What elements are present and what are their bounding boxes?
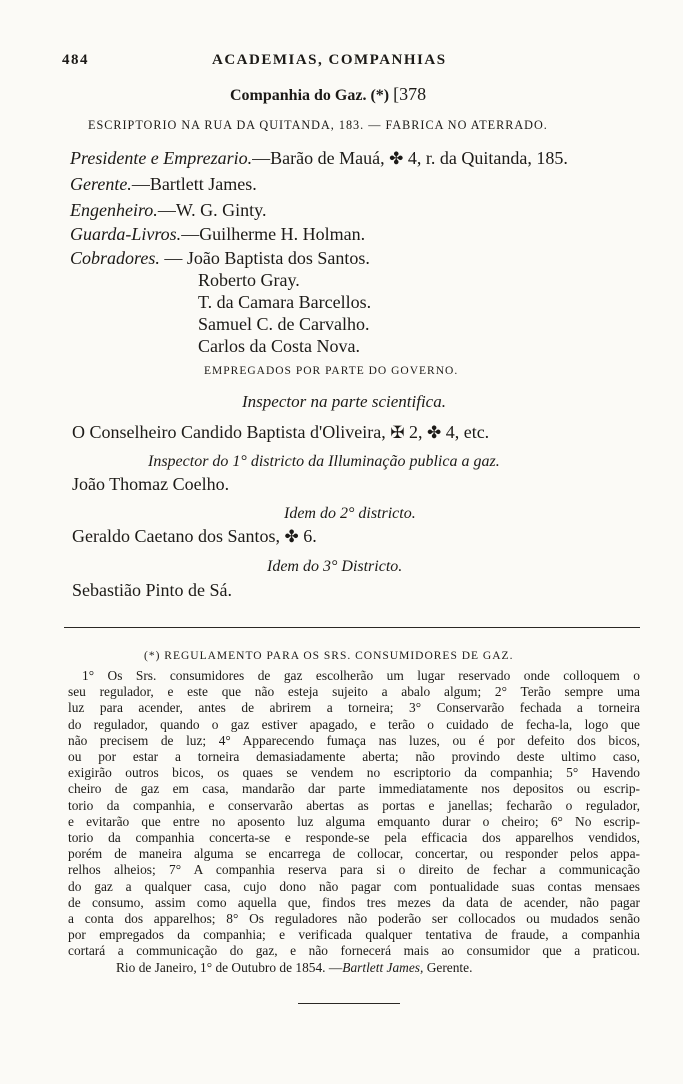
footnote-line: torio da companhia concerta-se e responde-se pela efficacia dos apparelhos vendidos, <box>68 830 640 846</box>
staff-name: —W. G. Ginty. <box>157 200 267 220</box>
inspector-name-text: Geraldo Caetano dos Santos, <box>72 526 280 546</box>
footnote-line: 1° Os Srs. consumidores de gaz escolherão um lugar reservado onde colloquem o <box>82 668 640 683</box>
staff-name: —Guilherme H. Holman. <box>181 224 366 244</box>
footnote-line: não precisem de luz; 4° Apparecendo fumaça nas luzes, ou é por defeito dos bicos, <box>68 732 640 748</box>
footnote-signoff <box>68 960 640 976</box>
footnote-line: do gaz a qualquer casa, cujo dono não pagar com pontualidade suas contas mensaes <box>68 878 640 894</box>
staff-row-engineer <box>70 200 266 221</box>
footnote-line: do regulador, quando o gaz estiver apagado, e terão o cuidado de fecha-la, logo que <box>68 716 640 732</box>
signoff-place-date: Rio de Janeiro, 1° de Outubro de 1854. — <box>116 959 343 975</box>
inspector-title: Idem do 2° districto. <box>284 505 416 522</box>
collector-name: T. da Camara Barcellos. <box>198 292 372 312</box>
order-cross-icon: ✠ <box>390 423 405 443</box>
footnote-line: ou por estar a torneira demasiadamente aberta; não provindo deste ultimo caso, <box>68 749 640 765</box>
inspector-name: Sebastião Pinto de Sá. <box>72 580 232 600</box>
reference-number: [378 <box>393 84 427 104</box>
inspector-name: João Thomaz Coelho. <box>72 474 230 494</box>
staff-extra: 4, r. da Quitanda, 185. <box>407 148 568 168</box>
collector-name: Samuel C. de Carvalho. <box>198 314 370 334</box>
order-rank: 2, <box>408 422 423 442</box>
staff-role: Cobradores. <box>70 248 160 268</box>
order-rose-icon: ✤ <box>426 423 442 443</box>
inspector-name <box>72 422 489 443</box>
footnote-title: (*) REGULAMENTO PARA OS SRS. CONSUMIDORES DE GAZ. <box>144 650 514 662</box>
inspector-title: Idem do 3° Districto. <box>267 558 403 575</box>
signoff-role: Gerente. <box>426 959 473 975</box>
order-rose-icon: ✤ <box>389 149 404 169</box>
footnote-line: luz para acender, antes de abrirem a torneira; 3° Conservarão fechada a torneira <box>68 700 640 716</box>
order-rose-icon: ✤ <box>284 527 299 547</box>
address-line: ESCRIPTORIO NA RUA DA QUITANDA, 183. — FABRICA NO ATERRADO. <box>88 118 548 132</box>
staff-row-manager <box>70 174 257 195</box>
staff-name: —Barão de Mauá, <box>252 148 385 168</box>
staff-row-president <box>70 148 568 169</box>
footnote-line: a conta dos apparelhos; 8° Os reguladores não poderão ser collocados ou mudados senão <box>68 911 640 927</box>
footnote-line: cortará a communicação do gaz, e não fornecerá mais ao consumidor que a praticou. <box>68 943 640 959</box>
staff-role: Engenheiro. <box>70 200 158 220</box>
section-heading: EMPREGADOS POR PARTE DO GOVERNO. <box>204 365 459 377</box>
staff-row-collectors <box>70 248 370 269</box>
staff-name: — João Baptista dos Santos. <box>164 248 370 268</box>
footnote-line: e evitarão que entre no aposento luz alguma emquanto durar o cheiro; 6° No escrip- <box>68 813 640 829</box>
staff-role: Presidente e Emprezario. <box>70 148 253 168</box>
footnote-line: torio da companhia, e conservarão abertas as portas e janellas; fecharão o regulador, <box>68 797 640 813</box>
divider <box>64 627 640 628</box>
inspector-name <box>72 526 317 547</box>
inspector-title: Inspector na parte scientifica. <box>242 392 446 411</box>
footnote-line: seu regulador, e este que não esteja sujeito a abalo algum; 2° Terão sempre uma <box>68 684 640 700</box>
company-name: Companhia do Gaz. <box>230 87 367 104</box>
company-title <box>230 84 426 105</box>
footnote-line: de consumo, assim como aquella que, findos tres mezes da data de acender, não pagar <box>68 894 640 910</box>
staff-role: Gerente. <box>70 174 132 194</box>
inspector-title: Inspector do 1° districto da Illuminação publica a gaz. <box>148 453 500 470</box>
footnote-line: relhos alheios; 7° A companhia reserva para si o direito de fechar a communicação <box>68 862 640 878</box>
footnote-line: por empregados da companhia; e verificada qualquer tentativa de fraude, a companhia <box>68 927 640 943</box>
inspector-name-text: O Conselheiro Candido Baptista d'Oliveira, <box>72 422 386 442</box>
staff-role: Guarda-Livros. <box>70 224 182 244</box>
running-title: ACADEMIAS, COMPANHIAS <box>212 52 447 68</box>
staff-row-bookkeeper <box>70 224 365 245</box>
order-rank: 6. <box>303 526 317 546</box>
collector-name: Roberto Gray. <box>198 270 300 290</box>
order-rank: 4, etc. <box>445 422 490 442</box>
signoff-name: Bartlett James, <box>342 959 424 975</box>
collector-name: Carlos da Costa Nova. <box>198 336 360 356</box>
staff-name: —Bartlett James. <box>131 174 257 194</box>
page-number: 484 <box>62 52 89 68</box>
footnote-body <box>68 668 640 976</box>
footnote-line: exigirão outros bicos, os quaes se vendem no escriptorio da companhia; 5° Havendo <box>68 765 640 781</box>
footnote-line: cheiro de gaz em casa, mandarão dar parte immediatamente nos depositos ou escrip- <box>68 781 640 797</box>
end-rule <box>298 1003 400 1004</box>
footnote-mark: (*) <box>370 87 390 104</box>
footnote-line: porém de maneira alguma se encarrega de collocar, concertar, ou responder pelos appa- <box>68 846 640 862</box>
